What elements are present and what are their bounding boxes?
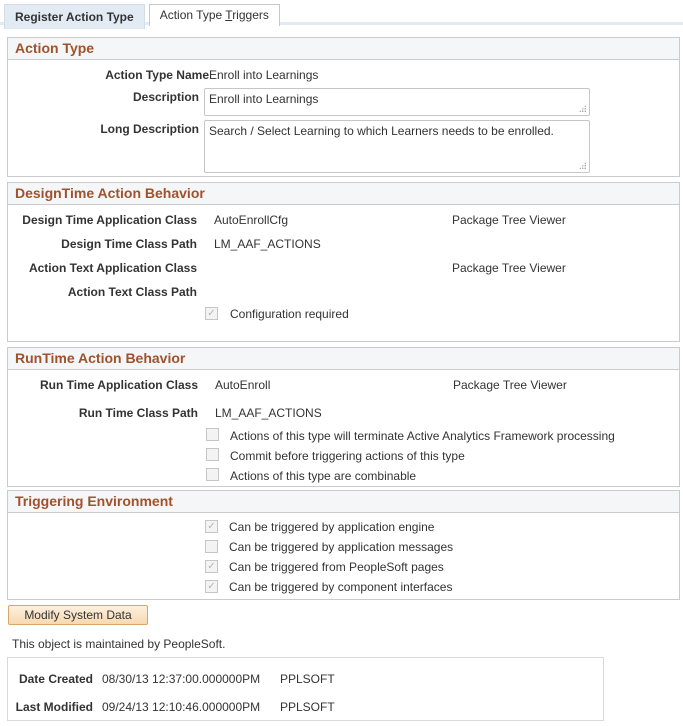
- configuration-required-checkbox[interactable]: ✓: [205, 307, 218, 320]
- commit-before-checkbox[interactable]: [206, 448, 219, 461]
- action-type-name-label: Action Type Name: [105, 68, 209, 82]
- tab-label-accesskey: T: [225, 8, 233, 22]
- last-modified-value: 09/24/13 12:10:46.000000PM: [102, 700, 261, 714]
- section-title: RunTime Action Behavior: [8, 348, 679, 370]
- design-time-section: [7, 182, 680, 342]
- date-created-value: 08/30/13 12:37:00.000000PM: [102, 672, 261, 686]
- modified-by-value: PPLSOFT: [280, 700, 335, 714]
- modify-system-data-button[interactable]: Modify System Data: [8, 605, 148, 625]
- run-package-tree-viewer-link[interactable]: Package Tree Viewer: [453, 378, 567, 392]
- long-description-field[interactable]: [204, 120, 590, 173]
- app-messages-label: Can be triggered by application messages: [229, 540, 454, 554]
- maintained-note: This object is maintained by PeopleSoft.: [12, 637, 226, 651]
- design-app-class-label: Design Time Application Class: [22, 213, 197, 227]
- commit-before-label: Commit before triggering actions of this type: [230, 449, 465, 463]
- action-type-name-row: [8, 67, 681, 83]
- run-class-path-value: LM_AAF_ACTIONS: [215, 406, 322, 420]
- run-class-path-label: Run Time Class Path: [78, 406, 198, 420]
- section-title: Triggering Environment: [8, 491, 679, 513]
- run-app-class-value: AutoEnroll: [215, 378, 271, 392]
- tab-bar: [4, 4, 284, 26]
- action-text-package-tree-viewer-link[interactable]: Package Tree Viewer: [452, 261, 566, 275]
- tab-label-post: riggers: [232, 8, 269, 22]
- terminate-aaf-checkbox[interactable]: [206, 428, 219, 441]
- action-text-app-class-label: Action Text Application Class: [28, 261, 197, 275]
- combinable-checkbox[interactable]: [206, 468, 219, 481]
- run-time-section: [7, 347, 680, 487]
- component-interfaces-checkbox[interactable]: ✓: [205, 580, 218, 593]
- app-engine-label: Can be triggered by application engine: [229, 520, 435, 534]
- design-app-class-value: AutoEnrollCfg: [214, 213, 289, 227]
- tab-label-pre: Action Type: [159, 8, 226, 22]
- section-title: Action Type: [8, 38, 679, 60]
- last-modified-label: Last Modified: [15, 700, 93, 714]
- configuration-required-label: Configuration required: [230, 307, 349, 321]
- action-type-name-value: Enroll into Learnings: [209, 68, 319, 82]
- app-engine-checkbox[interactable]: ✓: [205, 520, 218, 533]
- tab-action-type-triggers[interactable]: [149, 4, 280, 26]
- combinable-label: Actions of this type are combinable: [230, 469, 417, 483]
- component-interfaces-label: Can be triggered by component interfaces: [229, 580, 453, 594]
- tab-register-action-type[interactable]: Register Action Type: [4, 4, 145, 29]
- long-description-label: Long Description: [100, 122, 199, 136]
- action-type-section: [7, 37, 680, 177]
- action-text-class-path-label: Action Text Class Path: [67, 285, 197, 299]
- terminate-aaf-label: Actions of this type will terminate Active Analytics Framework processing: [230, 429, 615, 443]
- resize-grip-icon[interactable]: [579, 105, 586, 112]
- peoplesoft-pages-checkbox[interactable]: ✓: [205, 560, 218, 573]
- design-class-path-value: LM_AAF_ACTIONS: [214, 237, 321, 251]
- audit-info-box: [7, 657, 604, 721]
- description-field[interactable]: [204, 88, 590, 116]
- triggering-environment-section: [7, 490, 680, 600]
- long-description-text: Search / Select Learning to which Learners needs to be enrolled.: [209, 124, 554, 138]
- description-text: Enroll into Learnings: [209, 92, 319, 106]
- description-label: Description: [132, 90, 199, 104]
- section-title: DesignTime Action Behavior: [8, 183, 679, 205]
- design-class-path-label: Design Time Class Path: [61, 237, 197, 251]
- created-by-value: PPLSOFT: [280, 672, 335, 686]
- date-created-label: Date Created: [18, 672, 93, 686]
- run-app-class-label: Run Time Application Class: [39, 378, 198, 392]
- peoplesoft-pages-label: Can be triggered from PeopleSoft pages: [229, 560, 444, 574]
- design-package-tree-viewer-link[interactable]: Package Tree Viewer: [452, 213, 566, 227]
- resize-grip-icon[interactable]: [579, 162, 586, 169]
- app-messages-checkbox[interactable]: [205, 540, 218, 553]
